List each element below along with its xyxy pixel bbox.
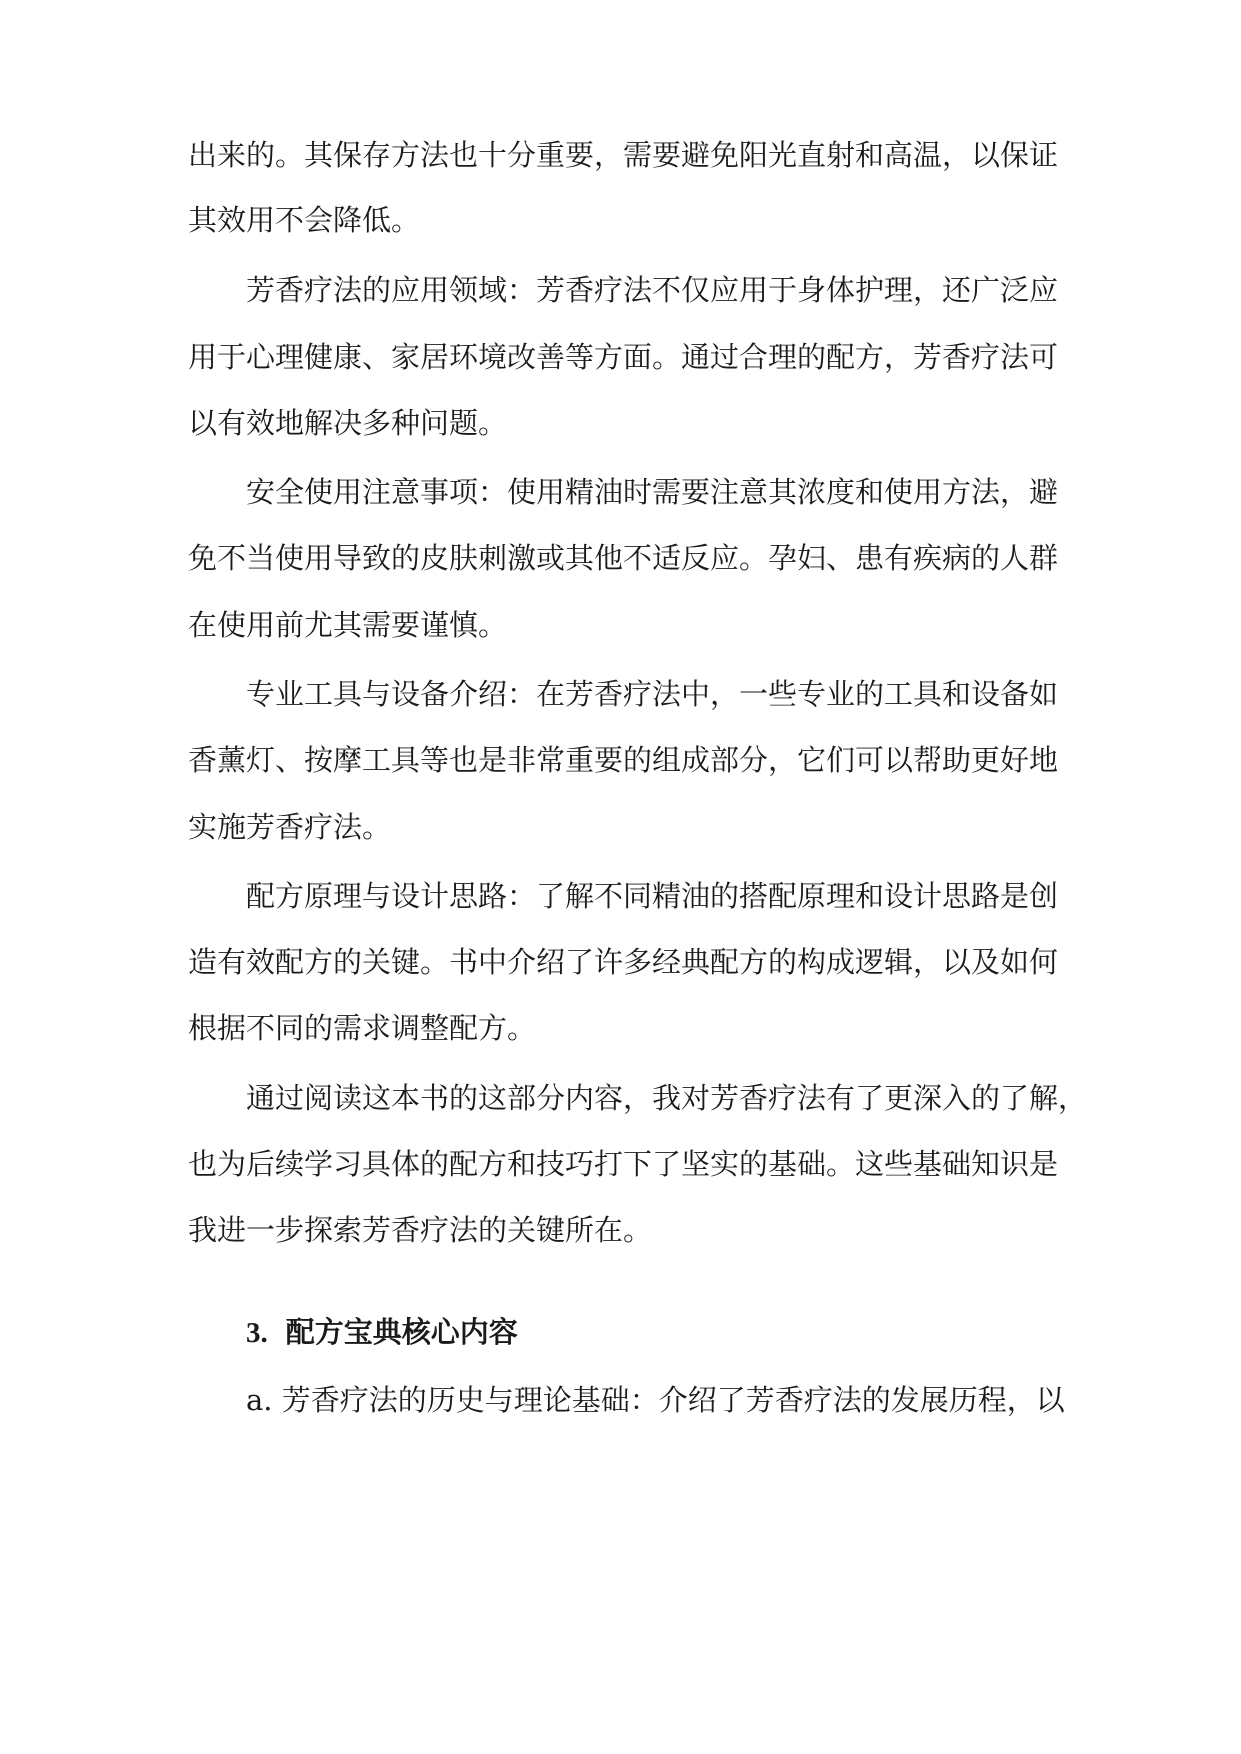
section-heading: [246, 1312, 518, 1353]
paragraph-line: 实施芳香疗法。: [188, 810, 392, 844]
paragraph-line: 也为后续学习具体的配方和技巧打下了坚实的基础。这些基础知识是: [188, 1147, 1059, 1181]
paragraph-line: 配方原理与设计思路：了解不同精油的搭配原理和设计思路是创: [246, 879, 1059, 913]
paragraph-line: a. 芳香疗法的历史与理论基础：介绍了芳香疗法的发展历程，以: [246, 1383, 1065, 1417]
paragraph-line: 芳香疗法的应用领域：芳香疗法不仅应用于身体护理，还广泛应: [246, 273, 1059, 307]
paragraph-line: 出来的。其保存方法也十分重要，需要避免阳光直射和高温，以保证: [188, 138, 1059, 172]
section-title: 配方宝典核心内容: [285, 1315, 518, 1349]
paragraph-line: 安全使用注意事项：使用精油时需要注意其浓度和使用方法，避: [246, 475, 1059, 509]
paragraph-line: 在使用前尤其需要谨慎。: [188, 608, 508, 642]
paragraph-line: 专业工具与设备介绍：在芳香疗法中，一些专业的工具和设备如: [246, 677, 1059, 711]
paragraph-line: 通过阅读这本书的这部分内容，我对芳香疗法有了更深入的了解，: [246, 1081, 1088, 1115]
paragraph-line: 免不当使用导致的皮肤刺激或其他不适反应。孕妇、患有疾病的人群: [188, 541, 1059, 575]
paragraph-line: 以有效地解决多种问题。: [188, 406, 508, 440]
section-number: 3.: [246, 1317, 268, 1349]
paragraph-line: 香薰灯、按摩工具等也是非常重要的组成部分，它们可以帮助更好地: [188, 743, 1059, 777]
paragraph-line: 我进一步探索芳香疗法的关键所在。: [188, 1213, 653, 1247]
paragraph-line: 其效用不会降低。: [188, 203, 421, 237]
paragraph-line: 用于心理健康、家居环境改善等方面。通过合理的配方，芳香疗法可: [188, 340, 1059, 374]
paragraph-line: 造有效配方的关键。书中介绍了许多经典配方的构成逻辑，以及如何: [188, 945, 1059, 979]
paragraph-line: 根据不同的需求调整配方。: [188, 1011, 537, 1045]
